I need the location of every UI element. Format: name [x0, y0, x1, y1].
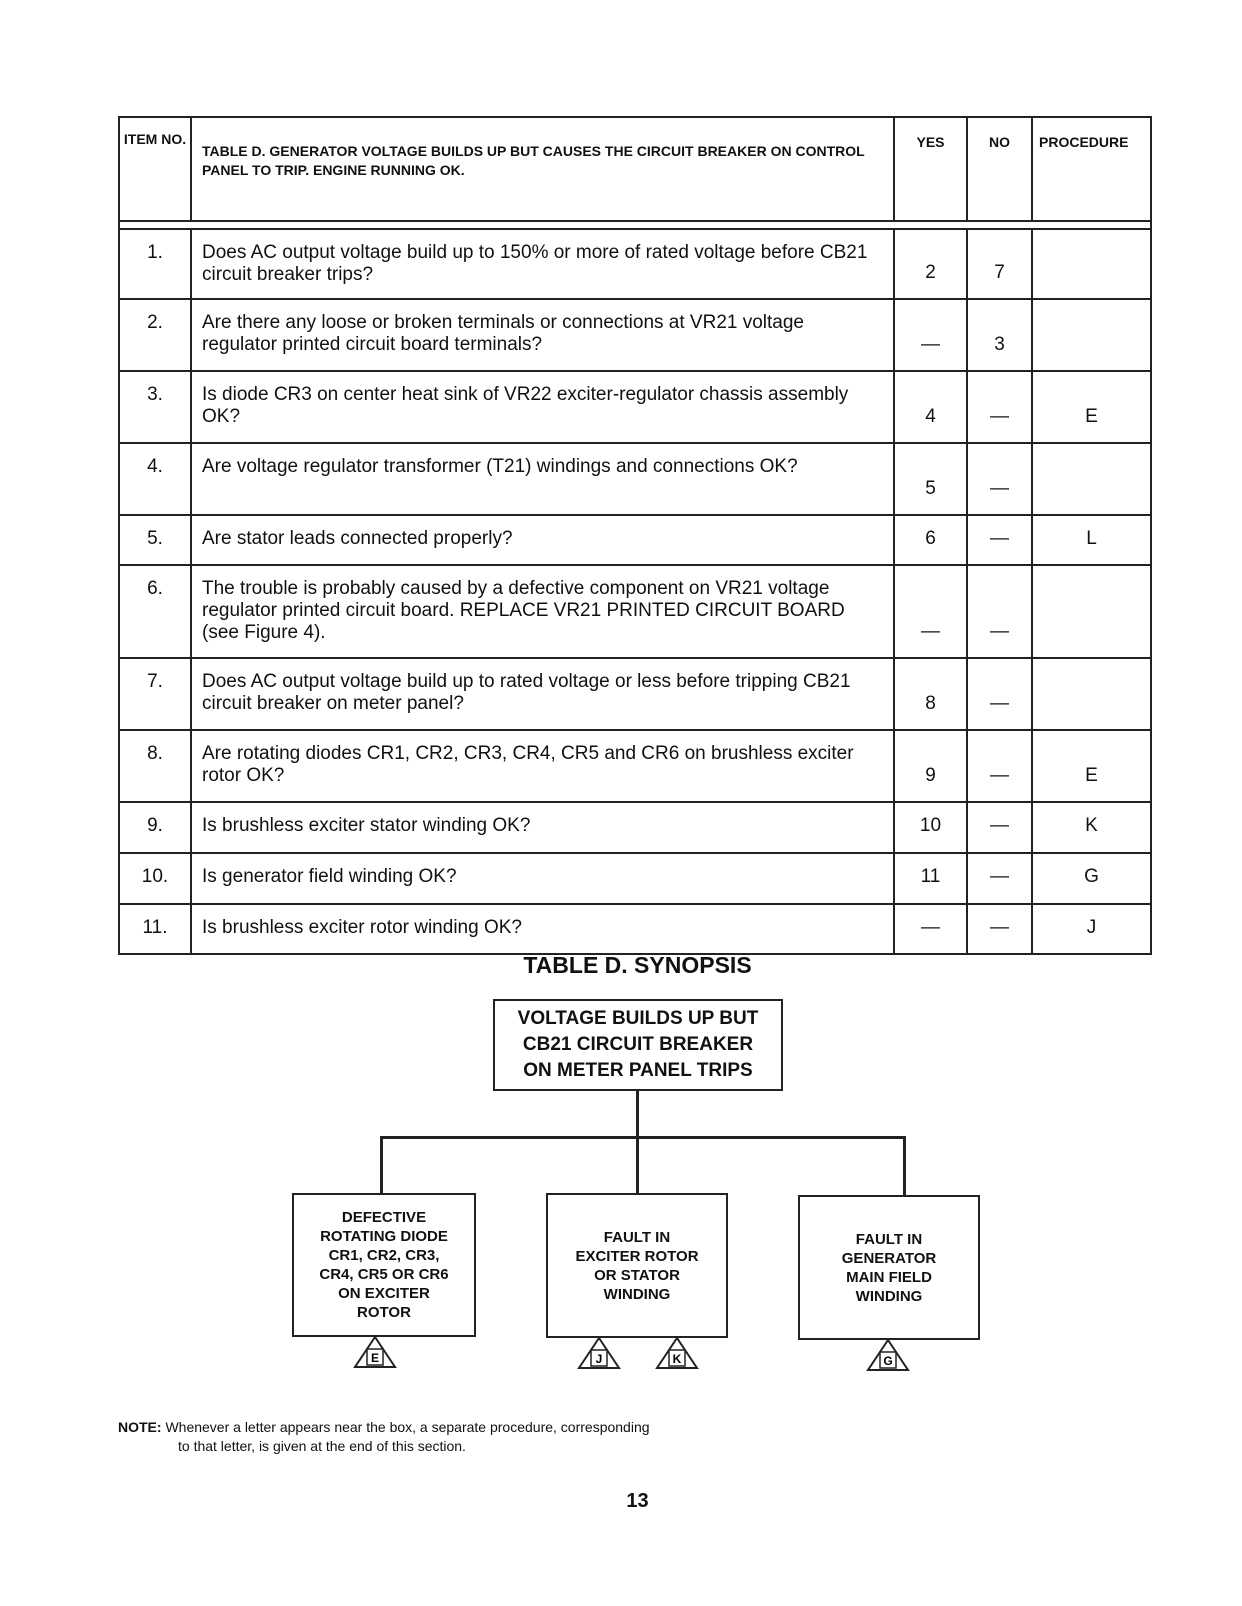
item-number: 6.: [119, 565, 191, 658]
header-item-no: ITEM NO.: [119, 117, 191, 221]
no-value: —: [967, 904, 1032, 954]
table-row: [119, 730, 1151, 802]
table-title: TABLE D. GENERATOR VOLTAGE BUILDS UP BUT CAUSES THE CIRCUIT BREAKER ON CONTROL PANEL TO TRIP. ENGINE RUNNING OK.: [191, 117, 894, 221]
question-text: Are there any loose or broken terminals or connections at VR21 voltage regulator printed circuit board terminals?: [191, 299, 894, 371]
no-value: 7: [967, 229, 1032, 299]
top-box: [493, 999, 783, 1091]
procedure-value: [1032, 229, 1151, 299]
question-text: Are voltage regulator transformer (T21) windings and connections OK?: [191, 443, 894, 515]
divider: [119, 221, 1151, 229]
no-value: —: [967, 371, 1032, 443]
item-number: 10.: [119, 853, 191, 904]
item-number: 2.: [119, 299, 191, 371]
page-number: 13: [626, 1490, 649, 1512]
no-value: —: [967, 853, 1032, 904]
table-row: [119, 229, 1151, 299]
procedure-value: E: [1032, 730, 1151, 802]
question-text: Does AC output voltage build up to rated voltage or less before tripping CB21 circuit breaker on meter panel?: [191, 658, 894, 730]
procedure-triangle-icon: [353, 1335, 397, 1369]
yes-value: —: [894, 299, 967, 371]
cause-box-line: FAULT IN: [855, 1230, 923, 1248]
procedure-triangle-icon: [866, 1338, 910, 1372]
header-yes: YES: [894, 117, 967, 221]
procedure-letter: G: [883, 1354, 893, 1368]
table-row: [119, 904, 1151, 954]
cause-box-line: ON EXCITER: [338, 1285, 430, 1302]
procedure-letter: K: [672, 1352, 682, 1366]
table-row: [119, 658, 1151, 730]
question-text: Does AC output voltage build up to 150% or more of rated voltage before CB21 circuit breaker trips?: [191, 229, 894, 299]
question-text: Is generator field winding OK?: [191, 853, 894, 904]
item-number: 7.: [119, 658, 191, 730]
question-text: Are stator leads connected properly?: [191, 515, 894, 565]
procedure-triangle-icon: [577, 1336, 621, 1370]
table-row: [119, 802, 1151, 853]
item-number: 8.: [119, 730, 191, 802]
cause-box-line: ROTOR: [357, 1304, 411, 1321]
item-number: 4.: [119, 443, 191, 515]
procedure-value: [1032, 443, 1151, 515]
question-text: Is brushless exciter stator winding OK?: [191, 802, 894, 853]
procedure-value: [1032, 299, 1151, 371]
cause-box-line: MAIN FIELD: [846, 1268, 932, 1286]
procedure-value: G: [1032, 853, 1151, 904]
item-number: 1.: [119, 229, 191, 299]
synopsis-title: TABLE D. SYNOPSIS: [523, 952, 752, 978]
no-value: 3: [967, 299, 1032, 371]
top-box-line: ON METER PANEL TRIPS: [523, 1060, 753, 1081]
header-no: NO: [967, 117, 1032, 221]
cause-box-line: WINDING: [855, 1287, 923, 1305]
no-value: —: [967, 565, 1032, 658]
connector-line: [903, 1136, 906, 1196]
no-value: —: [967, 443, 1032, 515]
cause-box: [798, 1195, 980, 1340]
cause-box-line: OR STATOR: [594, 1266, 680, 1284]
table-row: [119, 443, 1151, 515]
top-box-line: VOLTAGE BUILDS UP BUT: [517, 1008, 759, 1029]
question-text: Is diode CR3 on center heat sink of VR22 exciter-regulator chassis assembly OK?: [191, 371, 894, 443]
cause-box-line: CR1, CR2, CR3,: [328, 1247, 440, 1264]
note-text: to that letter, is given at the end of this section.: [178, 1438, 466, 1454]
question-text: Are rotating diodes CR1, CR2, CR3, CR4, CR5 and CR6 on brushless exciter rotor OK?: [191, 730, 894, 802]
header-procedure: PROCEDURE: [1032, 117, 1151, 221]
procedure-value: [1032, 565, 1151, 658]
connector-line: [636, 1089, 639, 1138]
question-text: The trouble is probably caused by a defective component on VR21 voltage regulator printed circuit board. REPLACE VR21 PRINTED CIRCUIT BOARD (see Figure 4).: [191, 565, 894, 658]
note-text: Whenever a letter appears near the box, a separate procedure, corresponding: [165, 1419, 650, 1435]
note-label: NOTE:: [118, 1419, 162, 1435]
item-number: 9.: [119, 802, 191, 853]
cause-box-line: FAULT IN: [603, 1228, 671, 1246]
cause-box: [546, 1193, 728, 1338]
item-number: 3.: [119, 371, 191, 443]
yes-value: 4: [894, 371, 967, 443]
yes-value: 5: [894, 443, 967, 515]
no-value: —: [967, 515, 1032, 565]
item-number: 11.: [119, 904, 191, 954]
top-box-line: CB21 CIRCUIT BREAKER: [522, 1034, 754, 1055]
cause-box-line: GENERATOR: [841, 1249, 937, 1267]
yes-value: 11: [894, 853, 967, 904]
cause-box-line: EXCITER ROTOR: [575, 1247, 699, 1265]
no-value: —: [967, 802, 1032, 853]
connector-line: [636, 1136, 639, 1194]
yes-value: 2: [894, 229, 967, 299]
procedure-value: K: [1032, 802, 1151, 853]
cause-box-line: WINDING: [603, 1285, 671, 1303]
no-value: —: [967, 658, 1032, 730]
note: [118, 1418, 650, 1456]
troubleshooting-table: [118, 116, 1152, 955]
item-number: 5.: [119, 515, 191, 565]
table-row: [119, 515, 1151, 565]
procedure-value: [1032, 658, 1151, 730]
procedure-triangle-icon: [655, 1336, 699, 1370]
procedure-value: E: [1032, 371, 1151, 443]
connector-line: [380, 1136, 383, 1194]
yes-value: 6: [894, 515, 967, 565]
procedure-value: J: [1032, 904, 1151, 954]
procedure-value: L: [1032, 515, 1151, 565]
table-row: [119, 371, 1151, 443]
cause-box-line: DEFECTIVE: [341, 1209, 427, 1226]
procedure-letter: J: [595, 1352, 603, 1366]
yes-value: 10: [894, 802, 967, 853]
table-row: [119, 299, 1151, 371]
yes-value: —: [894, 904, 967, 954]
table-row: [119, 853, 1151, 904]
connector-line: [380, 1136, 906, 1139]
cause-box-line: CR4, CR5 OR CR6: [319, 1266, 449, 1283]
cause-box-line: ROTATING DIODE: [320, 1228, 448, 1245]
table-row: [119, 565, 1151, 658]
question-text: Is brushless exciter rotor winding OK?: [191, 904, 894, 954]
no-value: —: [967, 730, 1032, 802]
procedure-letter: E: [370, 1351, 380, 1365]
cause-box: [292, 1193, 476, 1337]
table-header: [119, 117, 1151, 221]
yes-value: 9: [894, 730, 967, 802]
yes-value: —: [894, 565, 967, 658]
yes-value: 8: [894, 658, 967, 730]
